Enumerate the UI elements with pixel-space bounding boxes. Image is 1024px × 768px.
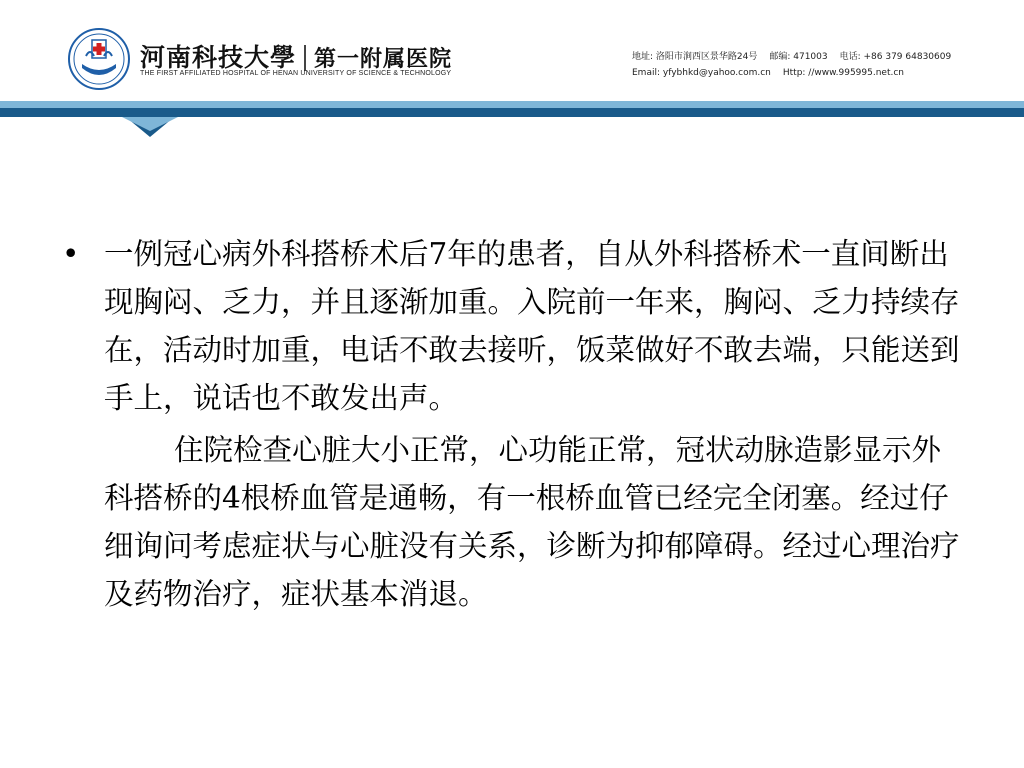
name-divider: [304, 45, 306, 71]
paragraph-2: 住院检查心脏大小正常，心功能正常，冠状动脉造影显示外科搭桥的4根桥血管是通畅，有一根桥血管已经完全闭塞。经过仔细询问考虑症状与心脏没有关系，诊断为抑郁障碍。经过心理治疗及药物治疗，症状基本消退。: [104, 433, 960, 611]
http-text: Http: //www.995995.net.cn: [782, 68, 904, 78]
slide-body: [62, 230, 962, 618]
slide-header: [0, 0, 1024, 140]
email-text: Email: yfybhkd@yahoo.com.cn: [632, 68, 771, 78]
hospital-name-cn: 河南科技大學: [140, 43, 297, 72]
paragraph-1: 一例冠心病外科搭桥术后7年的患者，自从外科搭桥术一直间断出现胸闷、乏力，并且逐渐加重。入院前一年来，胸闷、乏力持续存在，活动时加重，电话不敢去接听，饭菜做好不敢去端，只能送到手上，说话也不敢发出声。: [104, 237, 960, 415]
phone-text: 电话: +86 379 64830609: [839, 52, 952, 62]
hospital-name-sub: 第一附属医院: [314, 47, 453, 72]
hospital-name-en: THE FIRST AFFILIATED HOSPITAL OF HENAN UNIVERSITY OF SCIENCE & TECHNOLOGY: [140, 70, 452, 77]
postcode-text: 邮编: 471003: [769, 52, 828, 62]
hospital-logo-icon: [68, 28, 130, 90]
bullet-point: •: [62, 237, 80, 271]
header-band: [0, 95, 1024, 140]
contact-info: [632, 49, 963, 81]
address-text: 地址: 洛阳市涧西区景华路24号: [632, 52, 758, 62]
